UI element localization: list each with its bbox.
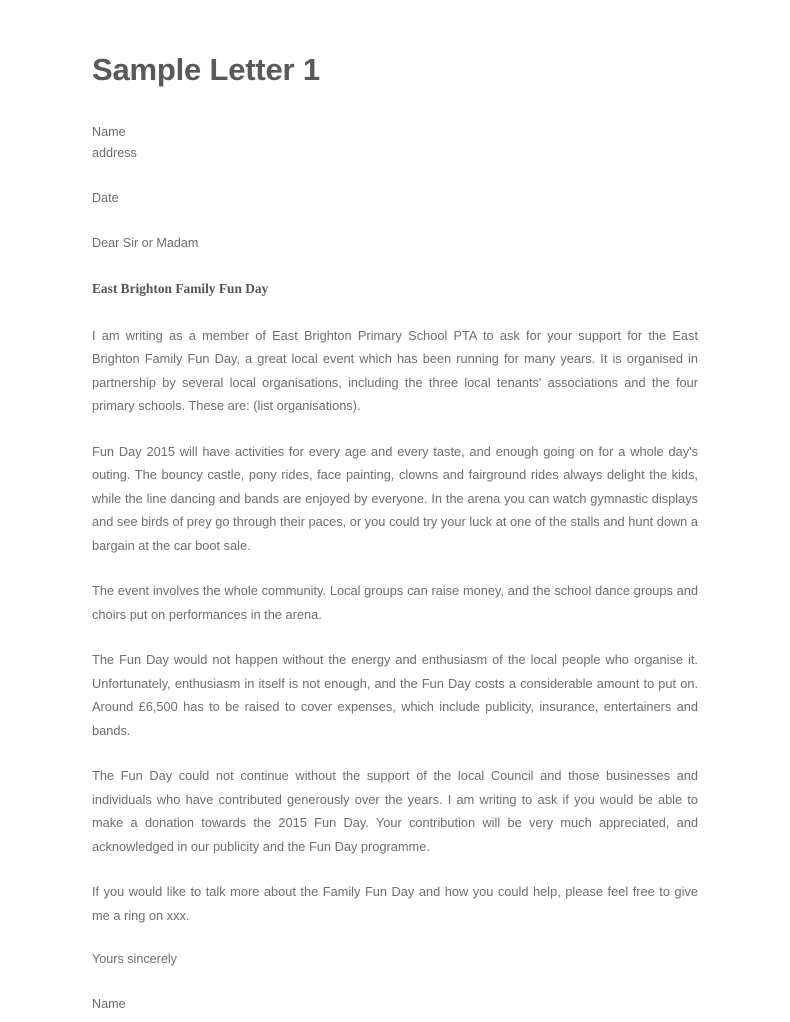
body-paragraph-6: If you would like to talk more about the Family Fun Day and how you could help, please feel free to give me a ring on xxx. — [92, 884, 702, 923]
closing-line: Yours sincerely — [92, 952, 177, 967]
sender-name-line: Name — [92, 124, 126, 139]
sender-address-block — [92, 122, 698, 164]
body-paragraph-5: The Fun Day could not continue without the support of the local Council and those businesses and individuals who have contributed generously over the years. I am writing to ask if you would be able to make a donation towards the 2015 Fun Day. Your contribution will be very much appreciated, and acknowledged in our publicity and the Fun Day programme. — [92, 768, 702, 854]
body-paragraph-2: Fun Day 2015 will have activities for every age and every taste, and enough going on for a whole day's outing. The bouncy castle, pony rides, face painting, clowns and fairground rides always delight the kids, while the line dancing and bands are enjoyed by everyone. In the arena you can watch gymnastic displays and see birds of prey go through their paces, or you could try your luck at one of the stalls and hunt down a bargain at the car boot sale. — [92, 443, 702, 553]
body-paragraph-1: I am writing as a member of East Brighton Primary School PTA to ask for your support for the East Brighton Family Fun Day, a great local event which has been running for many years. It is organised in partnership by several local organisations, including the three local tenants' associations and the four primary schools. These are: (list organisations). — [92, 327, 702, 414]
letter-content — [92, 52, 706, 1015]
salutation-line: Dear Sir or Madam — [92, 235, 199, 250]
signature-name: Name — [92, 997, 126, 1012]
page-title: Sample Letter 1 — [92, 52, 320, 87]
date-line: Date — [92, 190, 119, 205]
body-paragraph-4: The Fun Day would not happen without the energy and enthusiasm of the local people who organise it. Unfortunately, enthusiasm in itself is not enough, and the Fun Day costs a considerable amount to put on. Around £6,500 has to be raised to cover expenses, which include publicity, insurance, entertainers and bands. — [92, 652, 706, 738]
body-paragraph-3: The event involves the whole community. Local groups can raise money, and the school dance groups and choirs put on performances in the arena. — [92, 583, 702, 622]
sender-address-line: address — [92, 145, 137, 160]
subject-heading: East Brighton Family Fun Day — [92, 280, 269, 296]
